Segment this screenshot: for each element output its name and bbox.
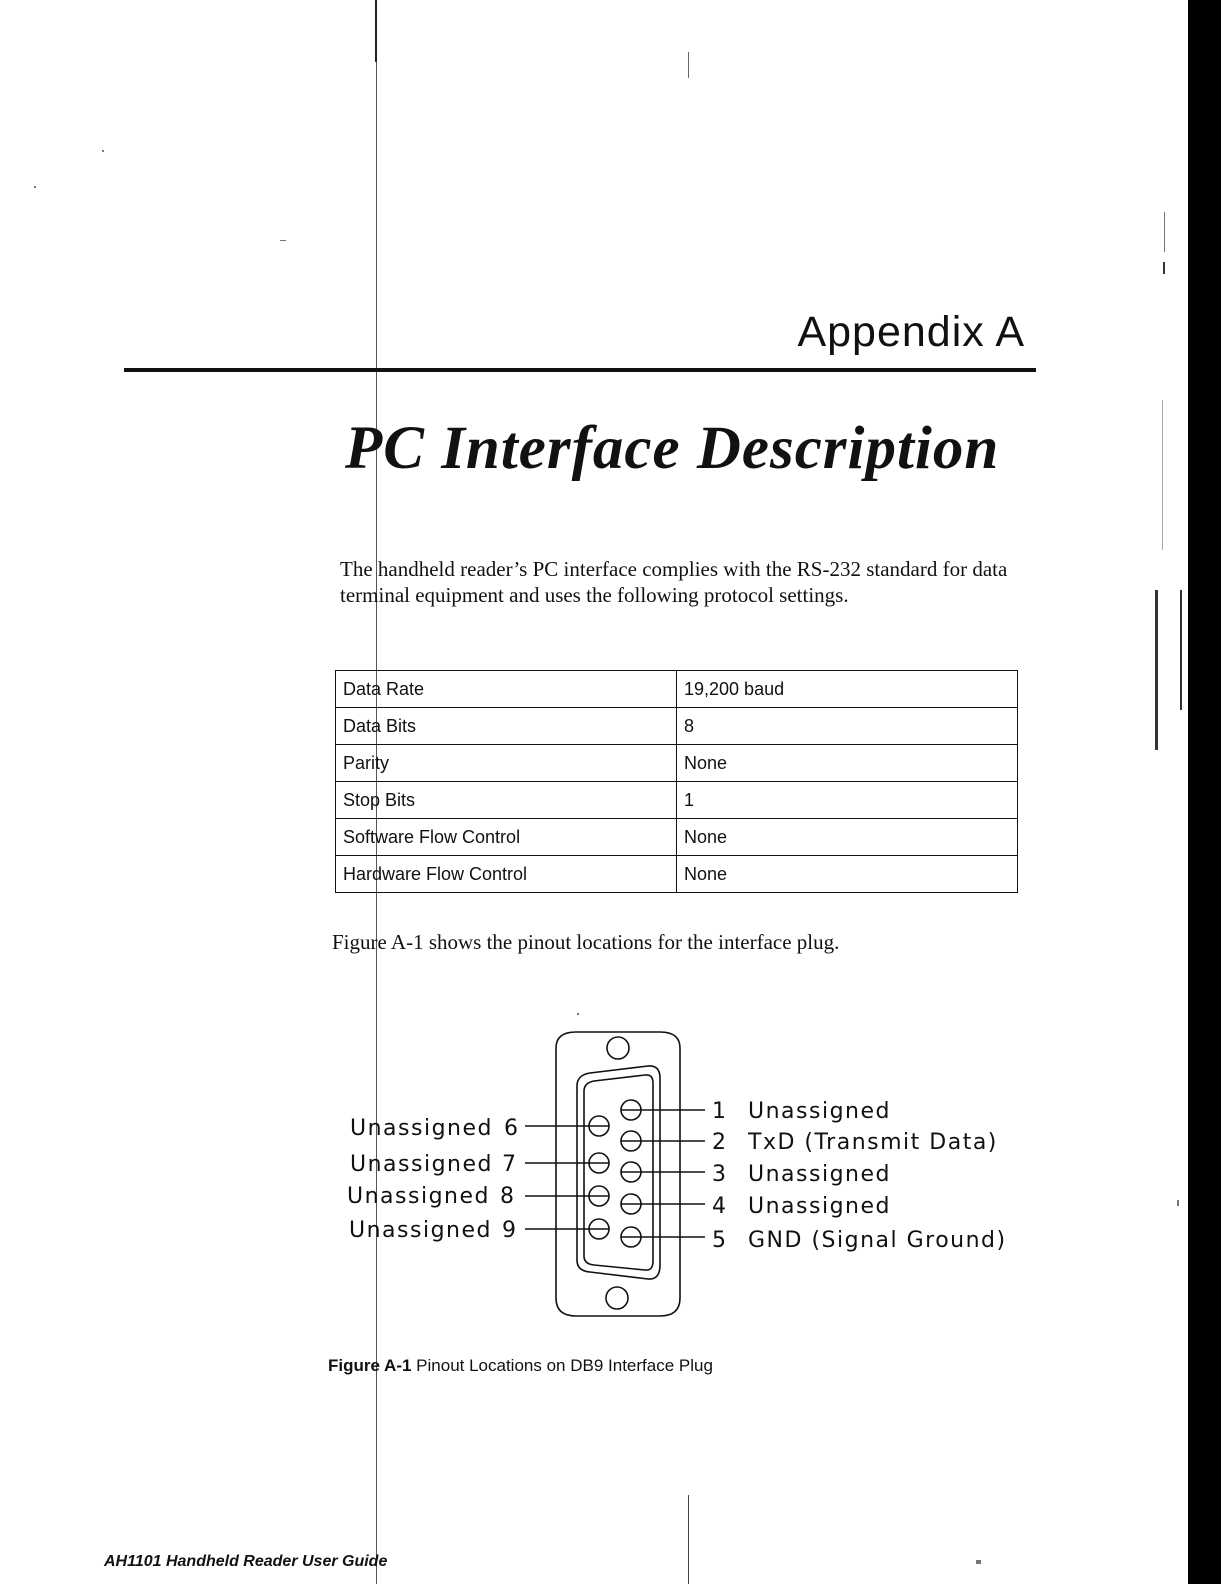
- intro-paragraph: The handheld reader’s PC interface complies with the RS-232 standard for data terminal equipment and uses the following protocol settings.: [340, 557, 1008, 607]
- pin-9-number: 9: [502, 1218, 518, 1243]
- pin-3-number: 3: [712, 1162, 728, 1187]
- setting-name: Data Rate: [336, 671, 677, 708]
- appendix-label: Appendix A: [797, 308, 1025, 356]
- setting-value: 8: [677, 708, 1018, 745]
- figure-caption-text: Pinout Locations on DB9 Interface Plug: [416, 1356, 713, 1375]
- setting-value: 1: [677, 782, 1018, 819]
- setting-name: Stop Bits: [336, 782, 677, 819]
- setting-name: Data Bits: [336, 708, 677, 745]
- pin-1-label: Unassigned: [748, 1099, 891, 1124]
- setting-value: None: [677, 856, 1018, 893]
- setting-value: 19,200 baud: [677, 671, 1018, 708]
- pin-2-label: TxD (Transmit Data): [748, 1130, 998, 1155]
- pin-1-number: 1: [712, 1099, 728, 1124]
- pin-7-number: 7: [502, 1152, 518, 1177]
- setting-name: Hardware Flow Control: [336, 856, 677, 893]
- figure-reference-text: Figure A-1 shows the pinout locations for the interface plug.: [332, 930, 840, 954]
- pin-8-label: Unassigned: [347, 1184, 490, 1209]
- pin-4-number: 4: [712, 1194, 728, 1219]
- pin-3-label: Unassigned: [748, 1162, 891, 1187]
- pin-6-label: Unassigned: [350, 1116, 493, 1141]
- figure-caption-label: Figure A-1: [328, 1356, 412, 1375]
- setting-name: Software Flow Control: [336, 819, 677, 856]
- figure-caption: [328, 1356, 713, 1376]
- page-title: PC Interface Description: [345, 415, 1000, 482]
- pin-5-number: 5: [712, 1228, 728, 1253]
- pin-7-label: Unassigned: [350, 1152, 493, 1177]
- connector-plate: [556, 1032, 680, 1316]
- mounting-hole-bottom: [606, 1287, 628, 1309]
- pin-5-label: GND (Signal Ground): [748, 1228, 1007, 1253]
- page-footer: AH1101 Handheld Reader User Guide: [104, 1553, 388, 1570]
- pin-2-number: 2: [712, 1130, 728, 1155]
- pin-4-label: Unassigned: [748, 1194, 891, 1219]
- pin-9-label: Unassigned: [349, 1218, 492, 1243]
- pin-6-number: 6: [504, 1116, 520, 1141]
- setting-name: Parity: [336, 745, 677, 782]
- setting-value: None: [677, 819, 1018, 856]
- pin-8-number: 8: [500, 1184, 516, 1209]
- setting-value: None: [677, 745, 1018, 782]
- mounting-hole-top: [607, 1037, 629, 1059]
